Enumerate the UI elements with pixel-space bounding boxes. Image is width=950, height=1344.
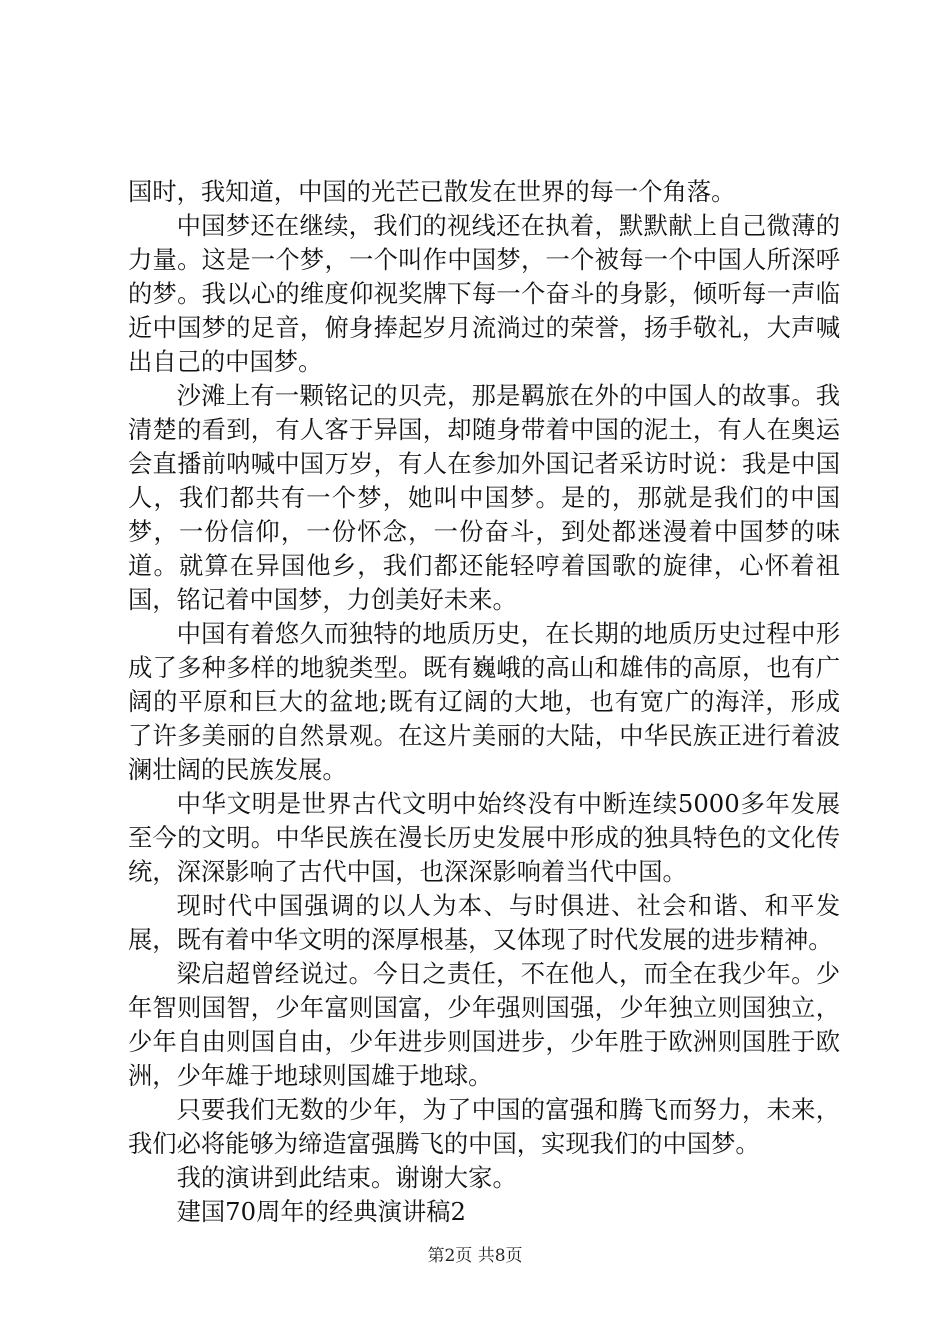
- paragraph: 中华文明是世界古代文明中始终没有中断连续5000多年发展至今的文明。中华民族在漫长历史发展中形成的独具特色的文化传统，深深影响了古代中国，也深深影响着当代中国。: [128, 789, 840, 886]
- page-number-footer: 第2页 共8页: [427, 1246, 523, 1266]
- paragraph: 梁启超曾经说过。今日之责任，不在他人，而全在我少年。少年智则国智，少年富则国富，少年强则国强，少年独立则国独立，少年自由则国自由，少年进步则国进步，少年胜于欧洲则国胜于欧洲，少年雄于地球则国雄于地球。: [128, 959, 840, 1090]
- paragraph: 只要我们无数的少年，为了中国的富强和腾飞而努力，未来，我们必将能够为缔造富强腾飞的中国，实现我们的中国梦。: [128, 1095, 840, 1158]
- paragraph: 中国有着悠久而独特的地质历史，在长期的地质历史过程中形成了多种多样的地貌类型。既有巍峨的高山和雄伟的高原，也有广阔的平原和巨大的盆地;既有辽阔的大地，也有宽广的海洋，形成了许多美丽的自然景观。在这片美丽的大陆，中华民族正进行着波澜壮阔的民族发展。: [128, 619, 840, 784]
- document-body: [128, 175, 840, 1229]
- next-section-title: 建国70周年的经典演讲稿2: [176, 1197, 466, 1226]
- paragraph-continuation: 国时，我知道，中国的光芒已散发在世界的每一个角落。: [128, 177, 736, 206]
- paragraph: 现时代中国强调的以人为本、与时俱进、社会和谐、和平发展，既有着中华文明的深厚根基，又体现了时代发展的进步精神。: [128, 891, 840, 954]
- paragraph: 中国梦还在继续，我们的视线还在执着，默默献上自己微薄的力量。这是一个梦，一个叫作中国梦，一个被每一个中国人所深呼的梦。我以心的维度仰视奖牌下每一个奋斗的身影，倾听每一声临近中国梦的足音，俯身捧起岁月流淌过的荣誉，扬手敬礼，大声喊出自己的中国梦。: [128, 211, 840, 376]
- paragraph: 沙滩上有一颗铭记的贝壳，那是羁旅在外的中国人的故事。我清楚的看到，有人客于异国，却随身带着中国的泥土，有人在奥运会直播前呐喊中国万岁，有人在参加外国记者采访时说：我是中国人，我们都共有一个梦，她叫中国梦。是的，那就是我们的中国梦，一份信仰，一份怀念，一份奋斗，到处都迷漫着中国梦的味道。就算在异国他乡，我们都还能轻哼着国歌的旋律，心怀着祖国，铭记着中国梦，力创美好未来。: [128, 381, 840, 614]
- closing-line: 我的演讲到此结束。谢谢大家。: [176, 1163, 517, 1192]
